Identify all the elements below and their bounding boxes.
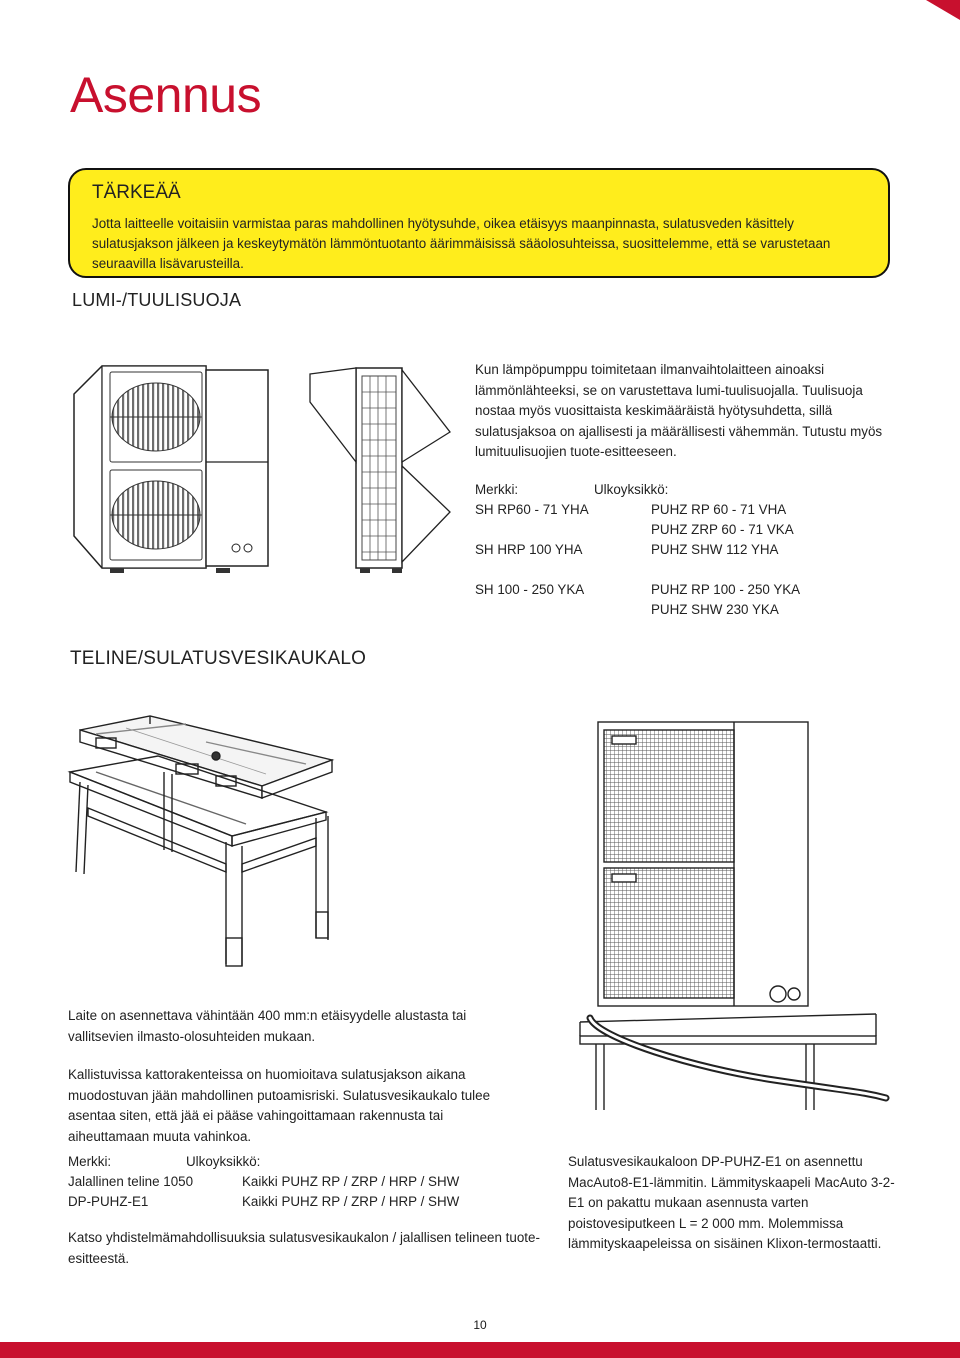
page-number: 10 (473, 1318, 487, 1332)
installation-paragraph-2: Kallistuvissa kattorakenteissa on huomioitava sulatusjakson aikana muodostuvan jään mahdollinen putoamisriski. Sulatusvesikaukalo tulee asentaa siten, että jää ei pääse vahingoittamaan rakennusta tai aiheuttamaan muuta vahinkoa. (68, 1067, 491, 1144)
snow-guard-heading: LUMI-/TUULISUOJA (72, 290, 242, 310)
snow-guard-model-table (475, 480, 895, 620)
unit-cell: PUHZ ZRP 60 - 71 VKA (651, 522, 794, 537)
stand-heading: TELINE/SULATUSVESIKAUKALO (70, 648, 367, 669)
unit-on-stand-illustration (574, 718, 894, 1114)
model-cell: Jalallinen teline 1050 (68, 1174, 194, 1189)
table-row (475, 500, 895, 520)
unit-cell: PUHZ RP 100 - 250 YKA (651, 582, 801, 597)
bottom-accent-bar (0, 1342, 960, 1358)
heater-description: Sulatusvesikaukaloon DP-PUHZ-E1 on asennettu MacAuto8-E1-lämmitin. Lämmityskaapeli MacAuto 3-2-E1 on pakattu mukaan asennusta varten poistovesiputkeen L = 2 000 mm. Molemmissa lämmityskaapeleissa on sisäinen Klixon-termostaatti. (568, 1154, 895, 1251)
important-text: Jotta laitteelle voitaisiin varmistaa paras mahdollinen hyötysuhde, oikea etäisyys maanpinnasta, sulatusveden käsittely sulatusjakson jälkeen ja keskeytymätön lämmöntuotanto äärimmäisissä sääolosuhteissa, suosittelemme, että se varustetaan seuraavilla lisävarusteilla. (92, 216, 831, 271)
snow-guard-side-illustration (300, 362, 460, 576)
table-row (475, 540, 895, 560)
table-row (68, 1192, 538, 1212)
unit-cell: PUHZ SHW 112 YHA (651, 542, 779, 557)
model-cell: DP-PUHZ-E1 (68, 1194, 149, 1209)
model-cell: SH 100 - 250 YKA (475, 582, 585, 597)
header-outdoor-unit: Ulkoyksikkö: (186, 1154, 261, 1169)
unit-cell: PUHZ SHW 230 YKA (651, 602, 779, 617)
table-header-row (68, 1152, 538, 1172)
unit-cell: Kaikki PUHZ RP / ZRP / HRP / SHW (242, 1194, 460, 1209)
table-row (68, 1172, 538, 1192)
unit-cell: PUHZ RP 60 - 71 VHA (651, 502, 787, 517)
stand-model-table (68, 1152, 538, 1212)
model-cell: SH RP60 - 71 YHA (475, 502, 589, 517)
stand-drain-pan-illustration (66, 712, 382, 974)
page-title: Asennus (70, 67, 262, 123)
table-header-row (475, 480, 895, 500)
header-outdoor-unit: Ulkoyksikkö: (594, 482, 669, 497)
table-row (475, 580, 895, 600)
header-brand: Merkki: (68, 1154, 112, 1169)
header-brand: Merkki: (475, 482, 519, 497)
corner-accent (926, 0, 960, 20)
unit-cell: Kaikki PUHZ RP / ZRP / HRP / SHW (242, 1174, 460, 1189)
installation-paragraph-1: Laite on asennettava vähintään 400 mm:n etäisyydelle alustasta tai vallitsevien ilmasto-olosuhteiden mukaan. (68, 1008, 467, 1044)
important-notice-box (68, 168, 890, 278)
snow-guard-description: Kun lämpöpumppu toimitetaan ilmanvaihtolaitteen ainoaksi lämmönlähteeksi, se on varustettava lumi-tuulisuojalla. Tuulisuoja nostaa myös vuosittaista keskimääräistä hyötysuhdetta, sillä sulatusjaksoa on ajallisesti ja määrällisesti vähemmän. Tutustu myös lumituulisuojien tuote-esitteeseen. (475, 362, 883, 459)
table-row (475, 560, 895, 580)
installation-text (68, 1006, 518, 1165)
model-cell: SH HRP 100 YHA (475, 542, 583, 557)
snow-guard-front-illustration (66, 362, 276, 576)
important-title: TÄRKEÄÄ (92, 182, 181, 203)
table-row (475, 520, 895, 540)
table-row (475, 600, 895, 620)
combination-note: Katso yhdistelmämahdollisuuksia sulatusvesikaukalon / jalallisen telineen tuote-esitteestä. (68, 1230, 540, 1266)
